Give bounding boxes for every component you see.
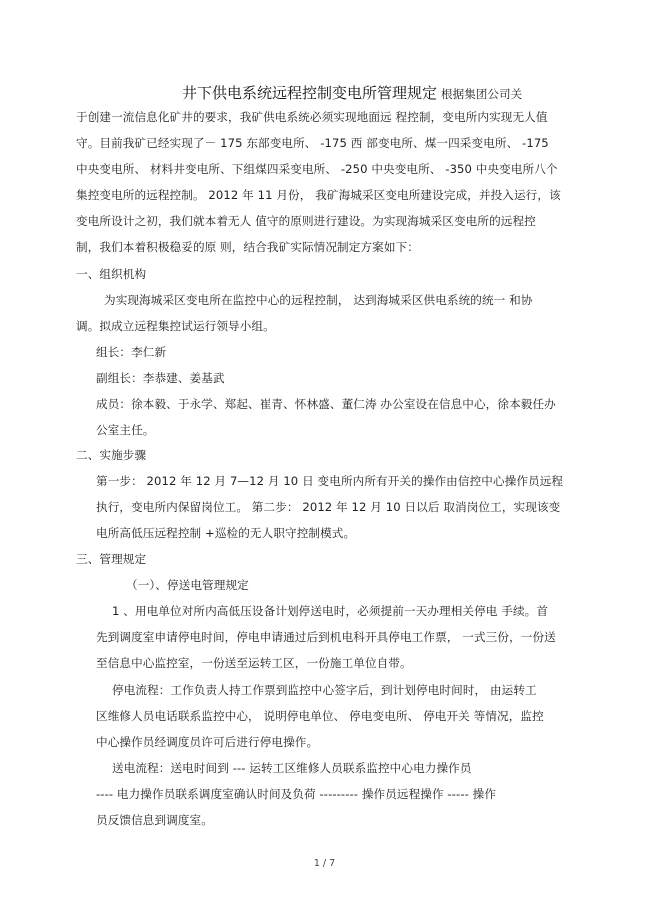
intro-line-3: 中央变电所、 材料井变电所、下组煤四采变电所、 -250 中央变电所、 -350 中央变电所八个 xyxy=(76,162,558,176)
section2-line-3: 电所高低压远程控制 +巡检的无人职守控制模式。 xyxy=(96,526,356,540)
section1-heading: 一、组织机构 xyxy=(76,267,147,281)
leader-line: 组长：李仁新 xyxy=(96,345,167,359)
intro-line-1: 于创建一流信息化矿井的要求，我矿供电系统必须实现地面远 程控制，变电所内实现无人值 xyxy=(76,110,548,124)
stop-flow-line-1: 停电流程：工作负责人持工作票到监控中心签字后，到计划停电时间时， 由运转工 xyxy=(112,683,537,697)
section1-line-2: 调。拟成立远程集控试运行领导小组。 xyxy=(76,319,275,333)
section1-line-1: 为实现海城采区变电所在监控中心的远程控制， 达到海城采区供电系统的统一 和协 xyxy=(104,293,533,307)
members-line-1: 成员：徐本毅、于永学、郑起、崔青、怀林盛、董仁涛 办公室设在信息中心，徐本毅任办 xyxy=(96,397,556,411)
send-flow-line-3: 员反馈信息到调度室。 xyxy=(96,813,213,827)
intro-line-4: 集控变电所的远程控制。 2012 年 11 月份， 我矿海城采区变电所建设完成，并投入运行，该 xyxy=(76,188,561,202)
members-line-2: 公室主任。 xyxy=(96,423,155,437)
stop-flow-line-3: 中心操作员经调度员许可后进行停电操作。 xyxy=(96,735,319,749)
section2-heading: 二、实施步骤 xyxy=(76,448,147,462)
send-flow-line-1: 送电流程：送电时间到 --- 运转工区维修人员联系监控中心电力操作员 xyxy=(112,761,472,775)
intro-line-2: 守。目前我矿已经实现了－ 175 东部变电所、 -175 西 部变电所、煤一四采变电所、 -175 xyxy=(76,136,549,150)
intro-line-6: 制，我们本着积极稳妥的原 则，结合我矿实际情况制定方案如下： xyxy=(76,240,419,254)
rule1-line-2: 先到调度室申请停电时间，停电申请通过后到机电科开具停电工作票， 一式三份，一份送 xyxy=(96,630,556,644)
intro-line-5: 变电所设计之初，我们就本着无人 值守的原则进行建设。为实现海城采区变电所的远程控 xyxy=(76,214,536,228)
section2-line-1: 第一步： 2012 年 12 月 7—12 月 10 日 变电所内所有开关的操作由信控中心操作员远程 xyxy=(96,474,564,488)
rule1-line-1: 1 、用电单位对所内高低压设备计划停送电时，必须提前一天办理相关停电 手续。首 xyxy=(112,604,549,618)
subsection1-heading: （一）、停送电管理规定 xyxy=(126,578,249,592)
section3-heading: 三、管理规定 xyxy=(76,552,147,566)
stop-flow-line-2: 区维修人员电话联系监控中心， 说明停电单位、 停电变电所、 停电开关 等情况，监控 xyxy=(96,709,544,723)
document-title: 井下供电系统远程控制变电所管理规定 xyxy=(182,84,438,102)
deputy-line: 副组长：李恭建、姜基武 xyxy=(96,371,225,385)
title-tail-text: 根据集团公司关 xyxy=(441,87,523,101)
rule1-line-3: 至信息中心监控室，一份送至运转工区，一份施工单位自带。 xyxy=(96,656,412,670)
page-number: 1 / 7 xyxy=(313,858,336,869)
send-flow-line-2: ---- 电力操作员联系调度室确认时间及负荷 --------- 操作员远程操作 ----- 操作 xyxy=(96,787,497,801)
document-title-row xyxy=(182,82,522,103)
section2-line-2: 执行，变电所内保留岗位工。 第二步： 2012 年 12 月 10 日以后 取消岗位工，实现该变 xyxy=(96,500,561,514)
